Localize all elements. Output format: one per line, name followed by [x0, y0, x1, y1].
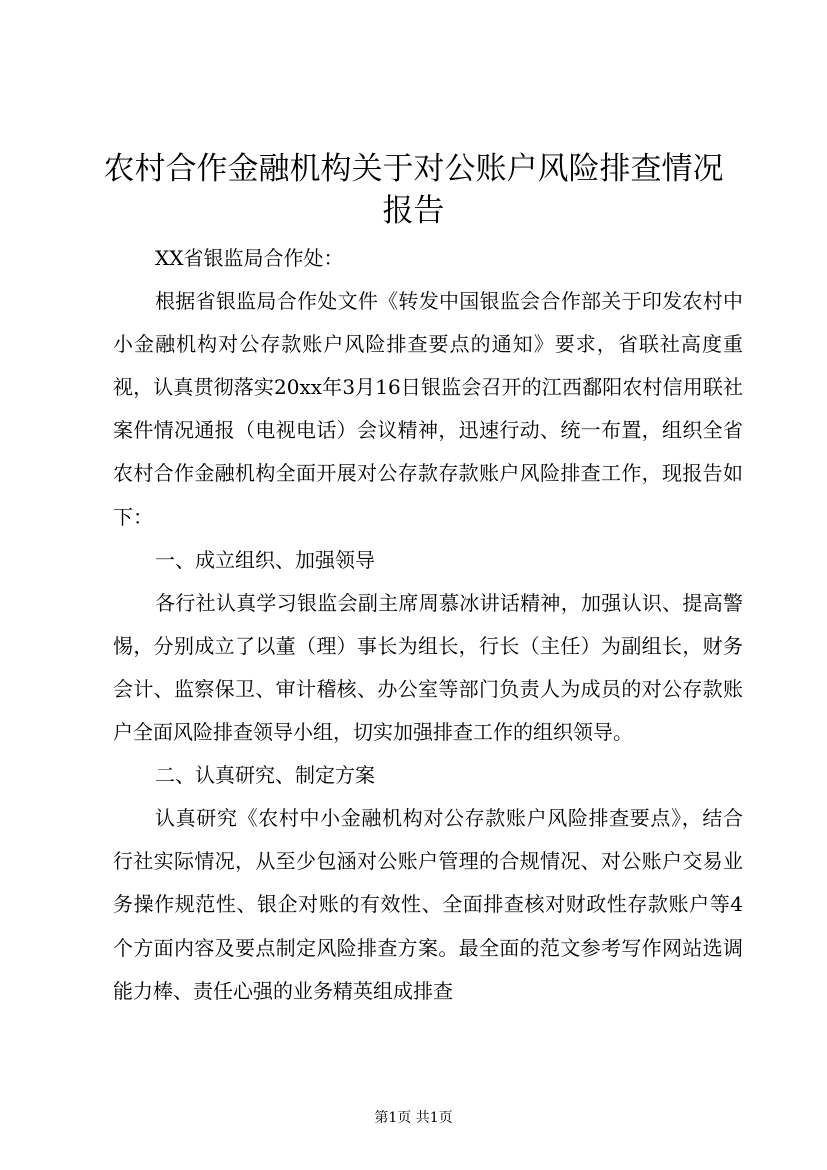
page-footer: 第1页 共1页 [374, 1110, 453, 1126]
paragraph-plan: 认真研究《农村中小金融机构对公存款账户风险排查要点》，结合行社实际情况，从至少包涵对公账户管理的合规情况、对公账户交易业务操作规范性、银企对账的有效性、全面排查核对财政性存款账户等4个方面内容及要点制定风险排查方案。最全面的范文参考写作网站选调能力棒、责任心强的业务精英组成排查 [113, 806, 743, 1003]
paragraph-intro: 根据省银监局合作处文件《转发中国银监会合作部关于印发农村中小金融机构对公存款账户风险排查要点的通知》要求，省联社高度重视，认真贯彻落实20xx年3月16日银监会召开的江西鄱阳农村信用联社案件情况通报（电视电话）会议精神，迅速行动、统一布置，组织全省农村合作金融机构全面开展对公存款存款账户风险排查工作，现报告如下： [113, 289, 743, 529]
document-title-line-1: 农村合作金融机构关于对公账户风险排查情况 [103, 151, 724, 187]
document-body [113, 237, 743, 1013]
section-heading-1: 一、成立组织、加强领导 [155, 547, 375, 572]
section-heading-2: 二、认真研究、制定方案 [155, 763, 375, 788]
paragraph-organization: 各行社认真学习银监会副主席周慕冰讲话精神，加强认识、提高警惕，分别成立了以董（理）事长为组长，行长（主任）为副组长，财务会计、监察保卫、审计稽核、办公室等部门负责人为成员的对公存款账户全面风险排查领导小组，切实加强排查工作的组织领导。 [113, 590, 743, 745]
salutation: XX省银监局合作处： [155, 246, 344, 270]
document-title-line-2: 报告 [382, 193, 445, 229]
